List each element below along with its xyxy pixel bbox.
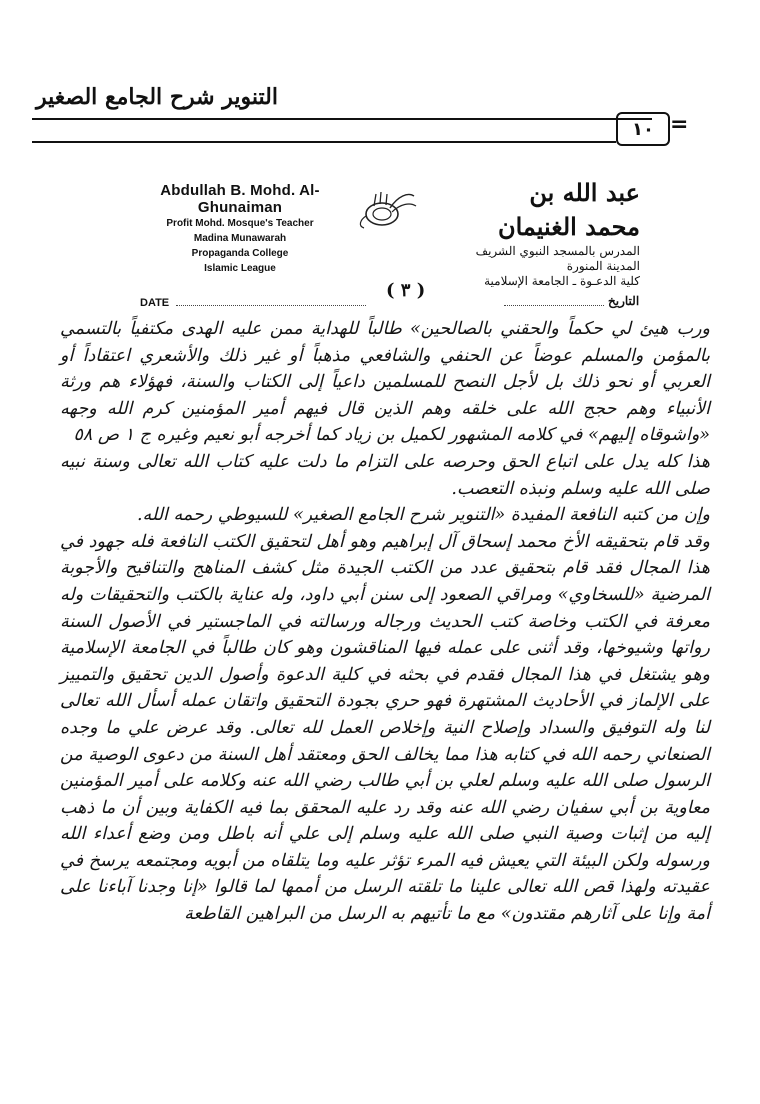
manuscript-paragraph: وإن من كتبه النافعة المفيدة «التنوير شرح الجامع الصغير» للسيوطي رحمه الله.	[136, 505, 710, 526]
running-title: التنوير شرح الجامع الصغير	[36, 84, 278, 110]
letterhead-english	[140, 182, 340, 276]
letterhead-english-line: Propaganda College	[191, 248, 289, 259]
manuscript-paragraph: ورب هيئ لي حكماً والحقني بالصالحين» طالباً للهداية ممن عليه الهدى مكتفياً بالتسمي بالمؤمن والمسلم عوضاً عن الحنفي والشافعي مذهباً أو غير ذلك والأشعري اعتقاداً أو العربي أو نحو ذلك بل لأجل النصح للمسلمين داعياً إلى الكتاب والسنة، فهؤلاء هم ورثة الأنبياء وهم حجج الله على خلقه وهم الذين قال فيهم أمير المؤمنين كرم الله وجهه «واشوقاه إليهم» في كلامه المشهور لكميل بن زياد كما أخرجه أبو نعيم وغيره ج ١ ص ٥٨	[60, 319, 710, 446]
header-equals-mark: =	[670, 112, 689, 137]
manuscript-paragraph: وقد قام بتحقيقه الأخ محمد إسحاق آل إبراهيم وهو أهل لتحقيق الكتب النافعة فله جهود في هذا المجال فقد قام بتحقيق عدد من الكتب الجيدة مثل كشف المناهج والتناقيح والأجوبة المرضية «للسخاوي» ومراقي الصعود إلى سنن أبي داود، وله عناية بالكتب والتحقيقات وله معرفة في الكتب وخاصة كتب الحديث ورجاله ورسالته في الماجستير في الأصول السنة رواتها وشيوخها، وقد أثنى على عمله فيها المناقشون وهو كان طالباً في الجامعة الإسلامية وهو يشتغل في هذا المجال فقدم في بحثه في كلية الدعوة وأصول الدين تحقيق والتمييز على الإلماز في الأحاديث المشتهرة فهو حري بجودة التحقيق واتقان عمله أسأل الله تعالى لنا وله التوفيق والسداد وإصلاح النية وإخلاص العمل لله تعالى. وقد عرض علي ما وجده الصنعاني رحمه الله في كتابه هذا مما يخالف الحق ومعتقد أهل السنة من دعوى الوصية من الرسول صلى الله عليه وسلم لعلي بن أبي طالب رضي الله عنه وكلامه على أمير المؤمنين معاوية بن أبي سفيان رضي الله عنه وقد رد عليه المحقق بما فيه الكفاية وبين أن ما ذهب إليه من إثبات وصية النبي صلى الله عليه وسلم إلى علي أنه باطل ومن وضع أعداء الله ورسوله ولكن البيئة التي يعيش فيه المرء تؤثر عليه وما يتلقاه من أبويه ومجتمعه يرسخ في عقيدته ولهذا قص الله تعالى علينا ما تلقته الرسل من أممها لما قالوا «إنا وجدنا آباءنا على أمة وإنا على آثارهم مقتدون» مع ما تأتيهم به الرسل من البراهين القاطعة	[60, 531, 710, 925]
letterhead-arabic-line: المدينة المنورة	[566, 259, 640, 273]
header-rule-lower	[32, 141, 616, 143]
letterhead-english-line: Islamic League	[204, 263, 276, 274]
date-line-en	[176, 305, 366, 306]
letterhead-arabic-line: المدرس بالمسجد النبوي الشريف	[475, 244, 640, 258]
tughra-seal-icon	[354, 186, 420, 236]
date-label-en: DATE	[140, 297, 170, 309]
letterhead-arabic	[470, 176, 640, 289]
header-rule	[32, 118, 652, 120]
letterhead-english-line: Profit Mohd. Mosque's Teacher	[166, 218, 314, 229]
date-line-ar	[504, 305, 604, 306]
letterhead-arabic-line: كلية الدعـوة ـ الجامعة الإسلامية	[484, 274, 640, 288]
page-marker: ( ٣ )	[386, 280, 426, 301]
manuscript-paragraph: هذا كله يدل على اتباع الحق وحرصه على التزام ما دلت عليه كتاب الله تعالى وسنة نبيه صلى الله عليه وسلم ونبذه التعصب.	[60, 451, 710, 499]
date-label-ar: التاريخ	[608, 294, 640, 308]
page-number: ١٠	[616, 112, 670, 146]
handwritten-body	[60, 316, 710, 928]
letterhead-english-line: Madina Munawarah	[193, 233, 287, 244]
letterhead-english-name: Abdullah B. Mohd. Al-Ghunaiman	[160, 182, 320, 216]
letterhead-arabic-name: عبد الله بن محمد الغنيمان	[497, 178, 640, 241]
